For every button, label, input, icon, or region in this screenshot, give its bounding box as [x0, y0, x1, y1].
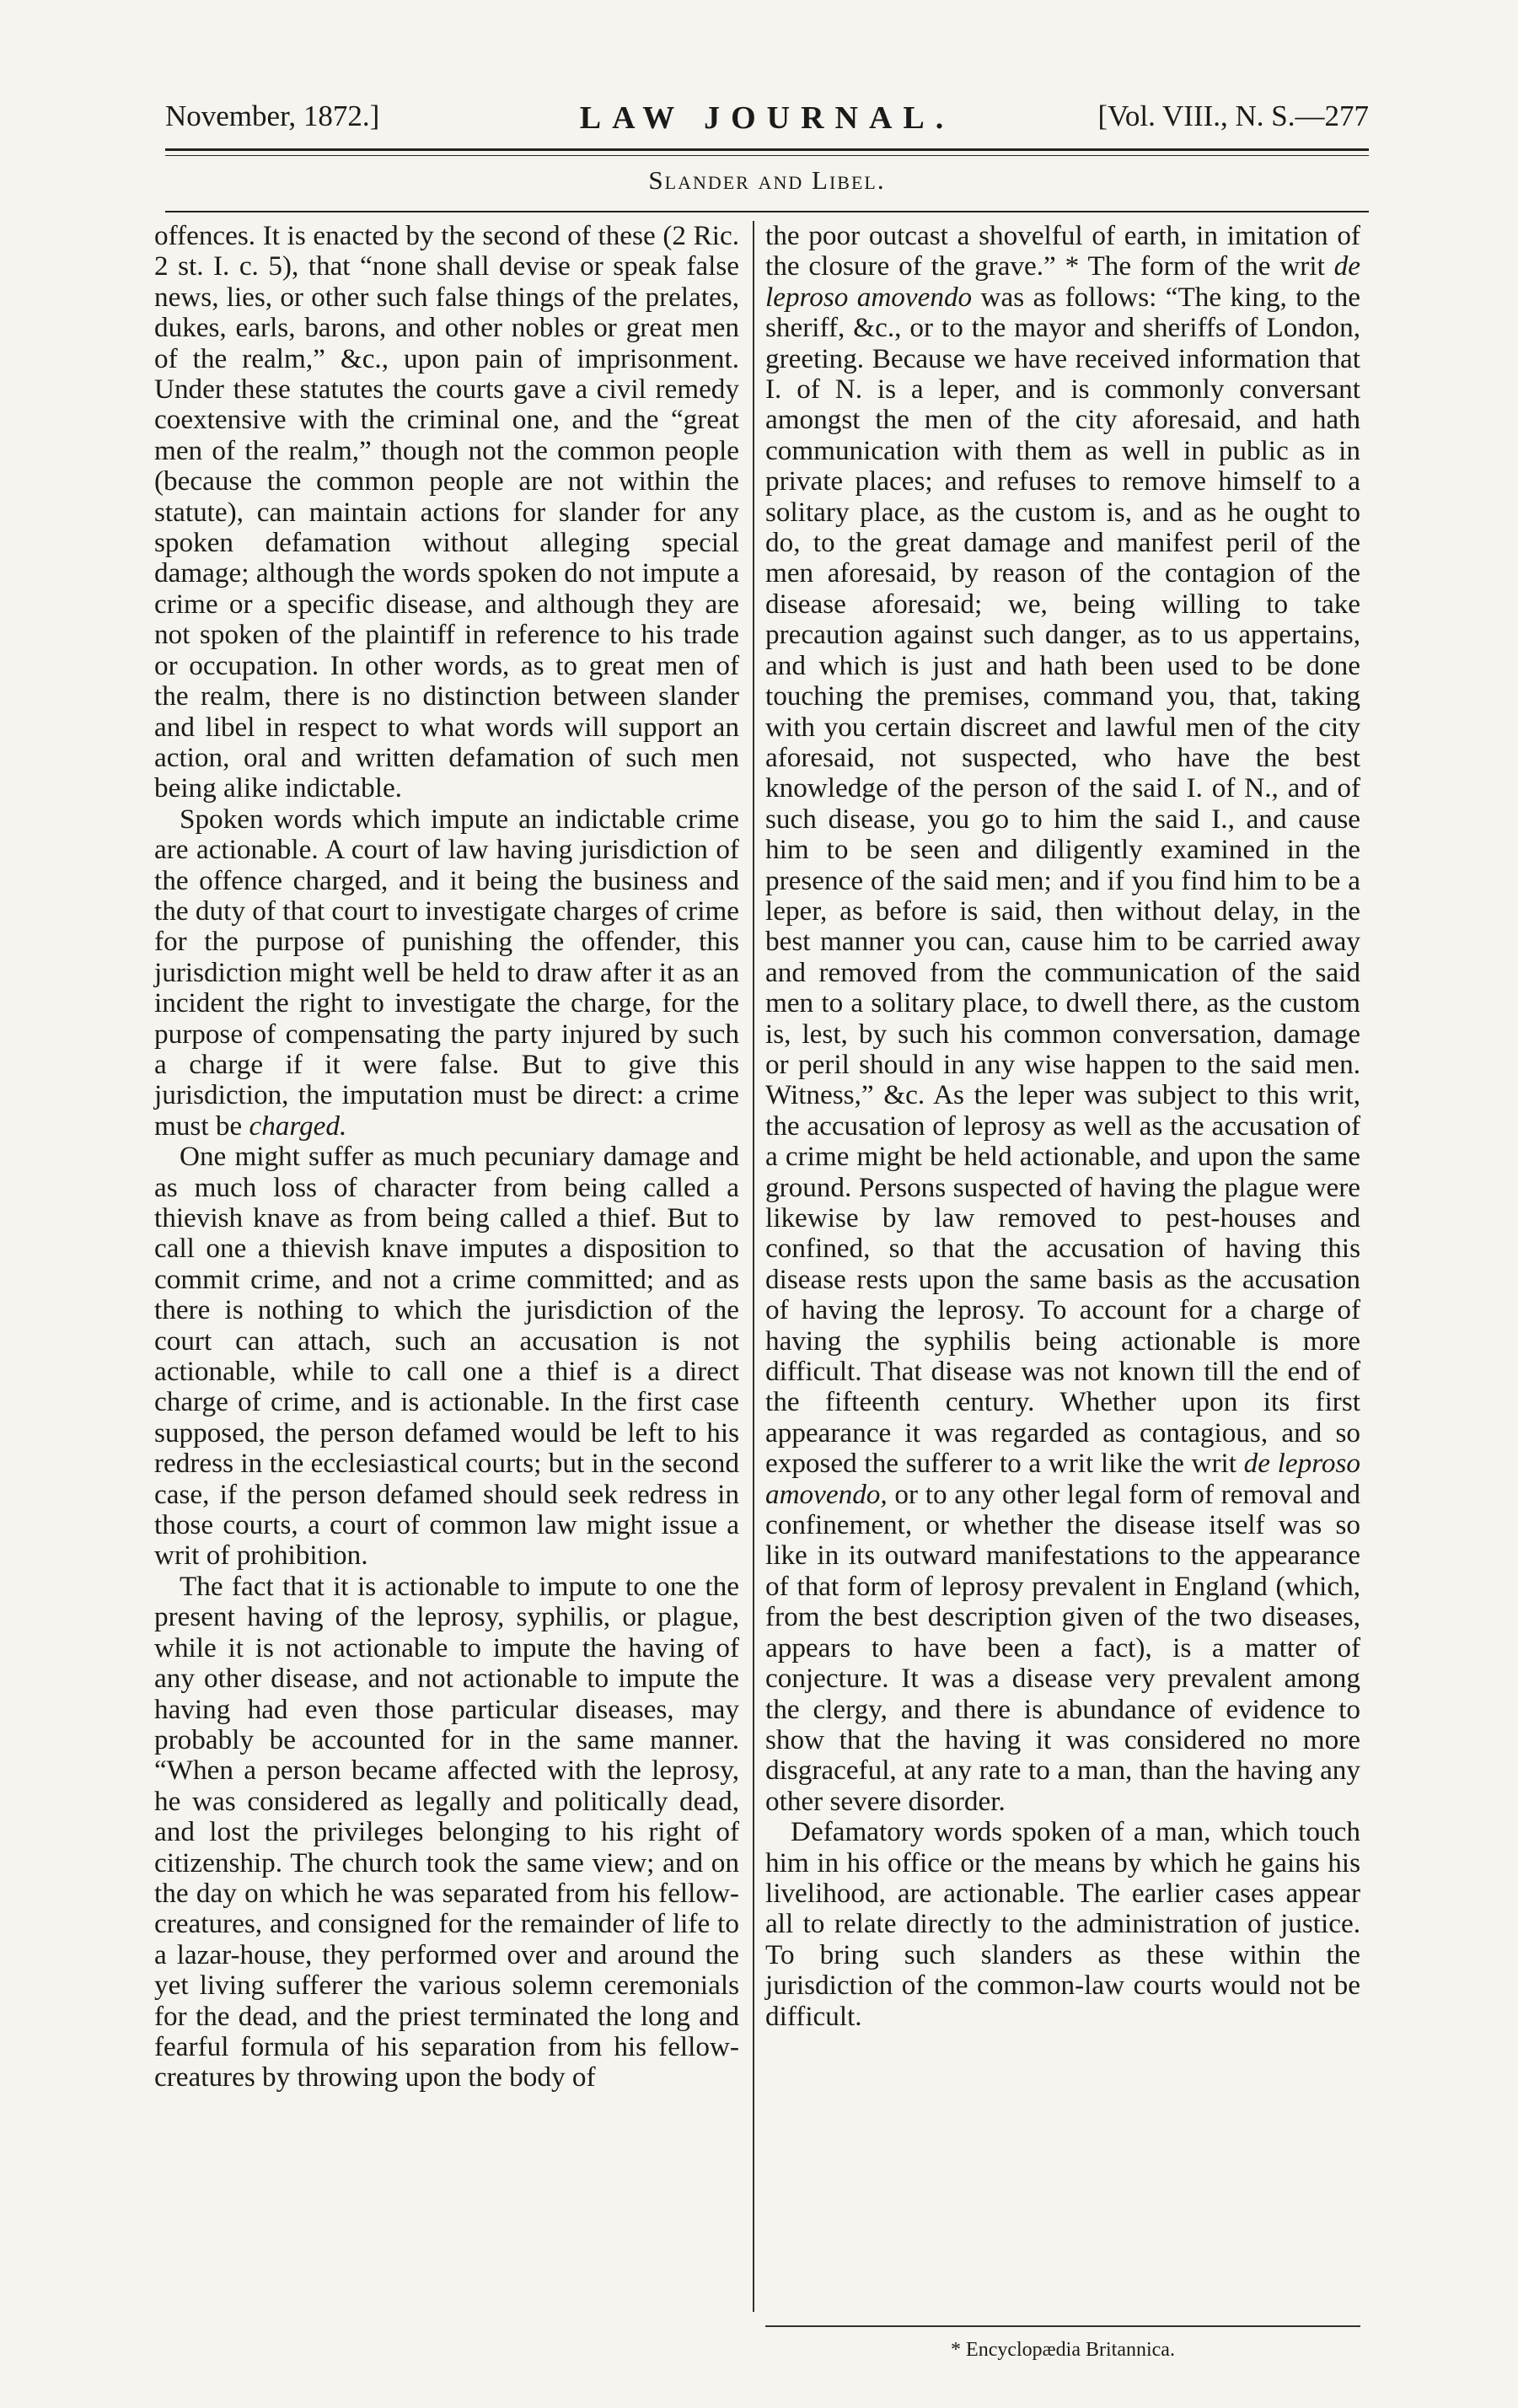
paragraph: The fact that it is actionable to impute to one the present having of the leprosy, syphilis, or plague, while it is not actionable to impute the having of any other disease, and not actionable to impute the having had even those particular diseases, may probably be accounted for in the same manner. “When a person became affected with the leprosy, he was considered as legally and politically dead, and lost the privileges belonging to his right of citizenship. The church took the same view; and on the day on which he was separated from his fellow-creatures, and consigned for the remainder of life to a lazar-house, they performed over and around the yet living sufferer the various solemn ceremonials for the dead, and the priest terminated the long and fearful formula of his separation from his fellow-creatures by throwing upon the body of — [154, 1570, 739, 2094]
running-head — [165, 99, 1369, 150]
italic-text: de leproso amovendo — [765, 250, 1360, 313]
paragraph — [765, 221, 1360, 1817]
italic-text: de leproso amovendo, — [765, 1448, 1360, 1510]
right-column — [765, 221, 1360, 2032]
left-column — [154, 221, 739, 2094]
paragraph-text: was as follows: “The king, to the sheriff, &c., or to the mayor and sheriffs of London, greeting. Because we have received information that I. of N. is a leper, and is commonly conversant amongst the men of the city aforesaid, and hath communication with them as well in public as in private places; and refuses to remove himself to a solitary place, as the custom is, and as he ought to do, to the great damage and manifest peril of the men aforesaid, by reason of the contagion of the disease aforesaid; we, being willing to take precaution against such danger, as to us appertains, and which is just and hath been used to be done touching the premises, command you, that, taking with you certain discreet and lawful men of the city aforesaid, not suspected, who have the best knowledge of the person of the said I. of N., and of such disease, you go to him the said I., and cause him to be seen and diligently examined in the presence of the said men; and if you find him to be a leper, as before is said, then without delay, in the best manner you can, cause him to be carried away and removed from the communication of the said men to a solitary place, to dwell there, as the custom is, lest, by such his common conversation, damage or peril should in any wise happen to the said men. Witness,” &c. As the leper was subject to this writ, the accusation of leprosy as well as the accusation of a crime might be held actionable, and upon the same ground. Persons suspected of having the plague were likewise by law removed to pest-houses and confined, so that the accusation of having this disease rests upon the same basis as the accusation of having the leprosy. To account for a charge of having the syphilis being actionable is more difficult. That disease was not known till the end of the fifteenth century. Whether upon its first appearance it was regarded as contagious, and so exposed the sufferer to a writ like the writ — [765, 281, 1360, 1480]
section-title: Slander and Libel. — [648, 165, 886, 195]
paragraph — [154, 804, 739, 1142]
paragraph-text: the poor outcast a shovelful of earth, in imitation of the closure of the grave.” * The form of the writ — [765, 220, 1360, 282]
issue-date: November, 1872.] — [165, 99, 380, 132]
footnote-rule — [765, 2325, 1360, 2327]
paragraph-text: or to any other legal form of removal and confinement, or whether the disease itself was so like in its outward manifestations to the appearance of that form of leprosy prevalent in England (which, from the best description given of the two diseases, appears to have been a fact), is a matter of conjecture. It was a disease very prevalent among the clergy, and there is abundance of evidence to show that the having it was considered no more disgraceful, at any rate to a man, than the having any other severe disorder. — [765, 1478, 1361, 1817]
paragraph: Defamatory words spoken of a man, which touch him in his office or the means by which he gains his livelihood, are actionable. The earlier cases appear all to relate directly to the administration of justice. To bring such slanders as these within the jurisdiction of the common-law courts would not be difficult. — [765, 1816, 1360, 2032]
journal-title: LAW JOURNAL. — [579, 100, 955, 136]
volume-page-number: [Vol. VIII., N. S.—277 — [1097, 99, 1369, 132]
paragraph: offences. It is enacted by the second of these (2 Ric. 2 st. I. c. 5), that “none shall devise or speak false news, lies, or other such false things of the prelates, dukes, earls, barons, and other nobles or great men of the realm,” &c., upon pain of imprisonment. Under these statutes the courts gave a civil remedy coextensive with the criminal one, and the “great men of the realm,” though not the common people (because the common people are not within the statute), can maintain actions for slander for any spoken defamation without alleging special damage; although the words spoken do not impute a crime or a specific disease, and although they are not spoken of the plaintiff in reference to his trade or occupation. In other words, as to great men of the realm, there is no distinction between slander and libel in respect to what words will support an action, oral and written defamation of such men being alike indictable. — [154, 220, 739, 804]
footnote: * Encyclopædia Britannica. — [951, 2339, 1175, 2361]
paragraph: One might suffer as much pecuniary damage and as much loss of character from being called a thievish knave as from being called a thief. But to call one a thievish knave imputes a disposition to commit crime, and not a crime committed; and as there is nothing to which the jurisdiction of the court can attach, such an accusation is not actionable, while to call one a thief is a direct charge of crime, and is actionable. In the first case supposed, the person defamed would be left to his redress in the ecclesiastical courts; but in the second case, if the person defamed should seek redress in those courts, a court of common law might issue a writ of prohibition. — [154, 1141, 739, 1572]
column-divider — [753, 221, 754, 2312]
paragraph-text: Spoken words which impute an indictable crime are actionable. A court of law having jurisdiction of the offence charged, and it being the business and the duty of that court to investigate charges of crime for the purpose of punishing the offender, this jurisdiction might well be held to draw after it as an incident the right to investigate the charge, for the purpose of compensating the party injured by such a charge if it were false. But to give this jurisdiction, the imputation must be direct: a crime must be — [154, 803, 739, 1142]
italic-text: charged. — [249, 1110, 347, 1142]
section-rule — [165, 211, 1369, 212]
header-double-rule — [165, 148, 1369, 156]
